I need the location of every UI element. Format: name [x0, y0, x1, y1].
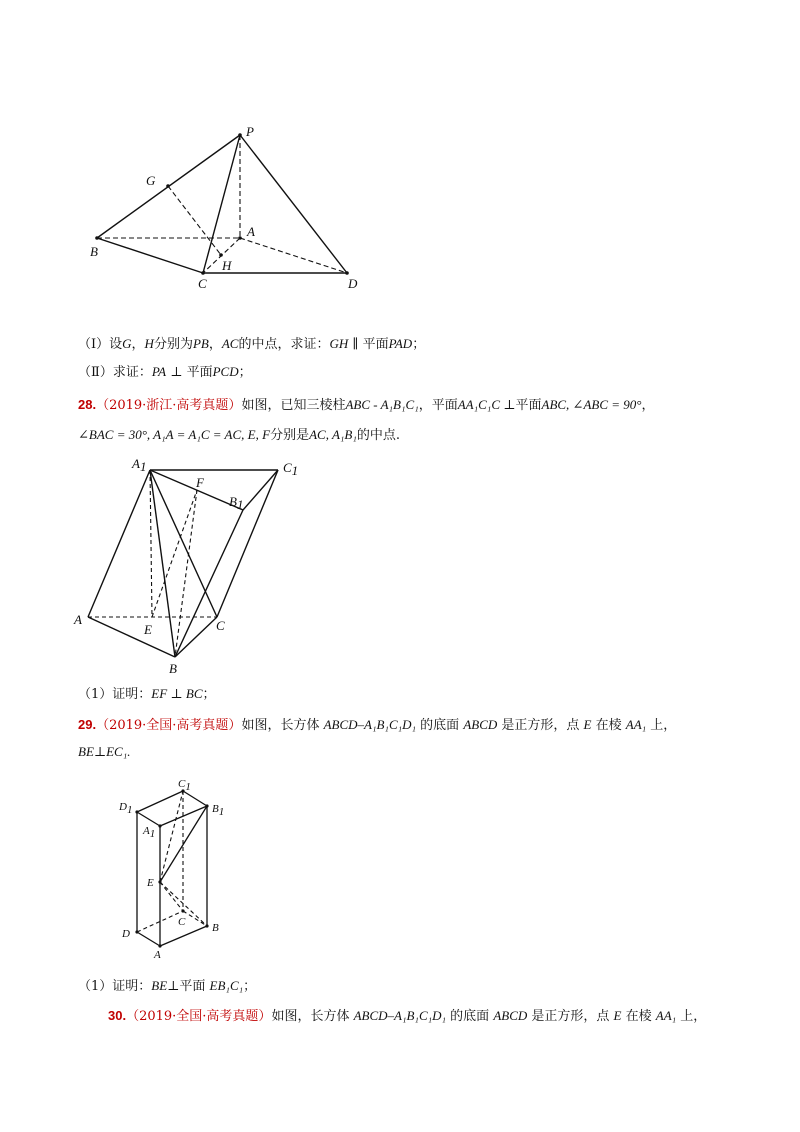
- segment-gh: [168, 186, 221, 255]
- label-h: H: [222, 258, 232, 273]
- edge-ab: [160, 926, 207, 946]
- edge-a1a: [88, 470, 150, 617]
- edge-b1c1: [243, 470, 278, 510]
- label-a1: A1: [132, 456, 147, 474]
- q28-line1: 28.（2019·浙江·高考真题）如图，已知三棱柱ABC - A₁B₁C₁，平面AA₁C₁C ⊥平面ABC, ∠ABC = 90°，: [78, 397, 655, 413]
- edge-d1c1: [137, 791, 183, 812]
- segment-a1e: [150, 470, 152, 617]
- q27-part2: （Ⅱ）求证：PA ⊥ 平面PCD；: [78, 364, 252, 380]
- label-c: C: [216, 618, 225, 633]
- label-a: A: [154, 949, 161, 960]
- q30-line1: 30.（2019·全国·高考真题）如图，长方体 ABCD–A₁B₁C₁D₁ 的底面 ABCD 是正方形，点 E 在棱 AA₁ 上，: [108, 1008, 707, 1024]
- q29-source: （2019·全国·高考真题）: [96, 718, 242, 733]
- label-f: F: [196, 475, 204, 490]
- q30-source: （2019·全国·高考真题）: [126, 1009, 272, 1024]
- segment-ec: [160, 882, 183, 911]
- label-c1: C1: [283, 460, 299, 478]
- label-b: B: [169, 661, 177, 676]
- edge-bc: [175, 617, 217, 657]
- edge-da: [137, 932, 160, 946]
- label-a: A: [247, 224, 255, 239]
- q29-part1: （1）证明：BE⊥平面 EB₁C₁；: [78, 978, 257, 994]
- label-d1: D1: [119, 801, 133, 816]
- label-d: D: [122, 928, 130, 940]
- label-p: P: [246, 124, 254, 139]
- label-c: C: [198, 276, 207, 291]
- segment-ef: [152, 490, 197, 617]
- q29-line1: 29.（2019·全国·高考真题）如图，长方体 ABCD–A₁B₁C₁D₁ 的底面 ABCD 是正方形，点 E 在棱 AA₁ 上，: [78, 717, 677, 733]
- q29-number: 29.: [78, 717, 97, 732]
- figure-pyramid: [80, 120, 380, 300]
- label-d: D: [348, 276, 358, 291]
- label-a1: A1: [143, 825, 156, 840]
- edge-c1c: [217, 470, 278, 617]
- q30-number: 30.: [108, 1008, 127, 1023]
- figure-prism: [70, 450, 310, 680]
- q28-part1: （1）证明：EF ⊥ BC；: [78, 686, 216, 702]
- edge-a1d1: [137, 812, 160, 826]
- q28-source: （2019·浙江·高考真题）: [96, 398, 242, 413]
- q28-line2: ∠BAC = 30°, A₁A = A₁C = AC, E, F分别是AC, A₁B₁的中点.: [78, 427, 401, 443]
- figure-cuboid: [110, 770, 240, 960]
- segment-ec1: [160, 791, 183, 882]
- label-g: G: [146, 173, 156, 188]
- label-e: E: [144, 622, 152, 637]
- label-b1: B1: [229, 494, 244, 512]
- label-b: B: [212, 922, 219, 934]
- label-b: B: [90, 244, 98, 259]
- edge-pc: [203, 135, 240, 273]
- edge-bc: [97, 238, 203, 273]
- label-c: C: [178, 916, 186, 928]
- q29-line2: BE⊥EC₁.: [78, 744, 131, 759]
- label-e: E: [147, 877, 154, 889]
- label-a: A: [74, 612, 82, 627]
- edge-ad: [240, 238, 347, 273]
- label-b1: B1: [212, 803, 225, 818]
- edge-c1b1: [183, 791, 207, 806]
- edge-cb: [183, 911, 207, 926]
- edge-ab: [88, 617, 175, 657]
- label-c1: C1: [178, 778, 191, 793]
- q27-part1: （Ⅰ）设G，H分别为PB，AC的中点，求证：GH ∥ 平面PAD；: [78, 336, 426, 352]
- q28-number: 28.: [78, 397, 97, 412]
- edge-pd: [240, 135, 347, 273]
